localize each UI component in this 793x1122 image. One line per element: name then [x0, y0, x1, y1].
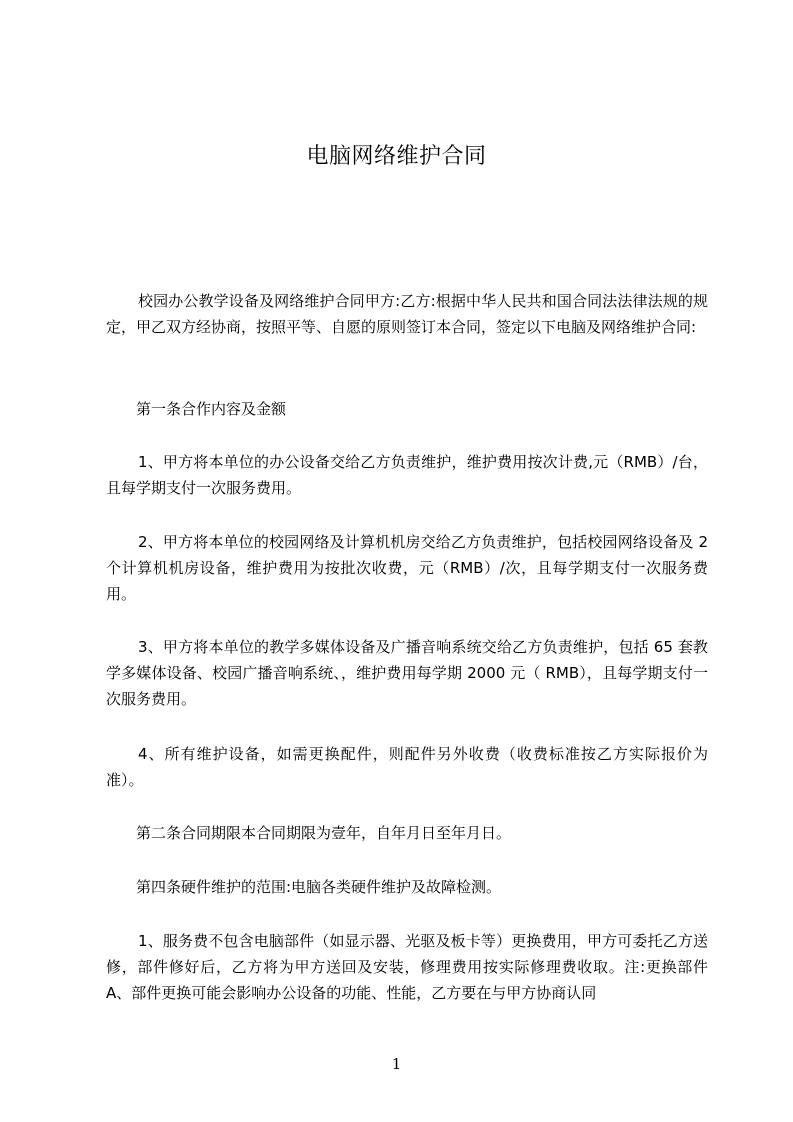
article1-heading: 第一条合作内容及金额	[136, 400, 287, 418]
article4-item1: 1、服务费不包含电脑部件（如显示器、光驱及板卡等）更换费用，甲方可委托乙方送修，部件修好后，乙方将为甲方送回及安装，修理费用按实际修理费收取。注:更换部件 A、部件更换可能会影响办公设备的功能、性能，乙方要在与甲方协商认同	[106, 932, 708, 1002]
document-title: 电脑网络维护合同	[306, 144, 487, 169]
article4-heading: 第四条硬件维护的范围:电脑各类硬件维护及故障检测。	[136, 878, 502, 896]
article1-item2: 2、甲方将本单位的校园网络及计算机机房交给乙方负责维护，包括校园网络设备及 2 个计算机机房设备，维护费用为按批次收费，元（RMB）/次，且每学期支付一次服务费用。	[106, 533, 708, 603]
article1-item4: 4、所有维护设备，如需更换配件，则配件另外收费（收费标准按乙方实际报价为准）。	[106, 745, 708, 789]
intro-paragraph: 校园办公教学设备及网络维护合同甲方:乙方:根据中华人民共和国合同法法律法规的规定，甲乙双方经协商，按照平等、自愿的原则签订本合同，签定以下电脑及网络维护合同:	[106, 292, 708, 336]
article1-item3: 3、甲方将本单位的教学多媒体设备及广播音响系统交给乙方负责维护，包括 65 套教学多媒体设备、校园广播音响系统、，维护费用每学期 2000 元（ RMB），且每学期支付一次服务费用。	[106, 638, 708, 708]
page-number: 1	[391, 1055, 402, 1073]
article2-paragraph: 第二条合同期限本合同期限为壹年，自年月日至年月日。	[136, 824, 512, 842]
article1-item1: 1、甲方将本单位的办公设备交给乙方负责维护，维护费用按次计费,元（RMB）/台，且每学期支付一次服务费用。	[106, 453, 708, 497]
